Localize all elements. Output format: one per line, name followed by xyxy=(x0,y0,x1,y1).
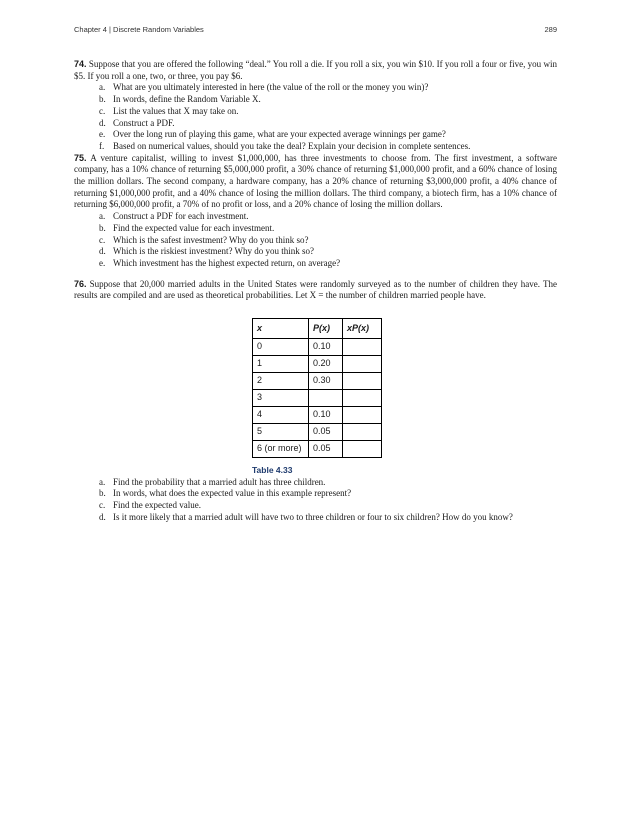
list-item: e. Over the long run of playing this game, what are your expected average winnings per game? xyxy=(99,129,446,140)
problem-76 xyxy=(74,279,557,302)
table-row xyxy=(253,356,382,373)
list-item: d. Which is the riskiest investment? Why do you think so? xyxy=(99,246,315,257)
table-cell: 0.10 xyxy=(309,407,343,424)
problem-text: A venture capitalist, willing to invest $1,000,000, has three investments to choose from. The first investment, a software company, has a 10% chance of returning $5,000,000 profit, a 30% chance of returning $1,000,000 profit, and a 60% chance of losing the million dollars. The second company, a hardware company, has a 20% chance of returning $3,000,000 profit, a 40% chance of returning $1,000,000 profit, and a 40% chance of losing the million dollars. The third company, a biotech firm, has a 10% chance of returning $6,000,000 profit, a 70% of no profit or loss, and a 20% chance of losing the million dollars. xyxy=(74,152,557,210)
list-item: f. Based on numerical values, should you take the deal? Explain your decision in complete sentences. xyxy=(99,140,471,151)
table-cell xyxy=(343,407,382,424)
table-row xyxy=(253,373,382,390)
problem-number: 76. xyxy=(74,278,87,289)
problem-text: Suppose that you are offered the following “deal.” You roll a die. If you roll a six, you win $10. If you roll a four or five, you win $5. If you roll a one, two, or three, you pay $6. xyxy=(74,59,557,81)
table-caption: Table 4.33 xyxy=(252,465,293,476)
table-row xyxy=(253,407,382,424)
table-cell xyxy=(343,424,382,441)
list-item: b. In words, define the Random Variable X. xyxy=(99,94,261,105)
problem-number: 75. xyxy=(74,152,87,163)
list-item: d. Is it more likely that a married adult will have two to three children or four to six children? How do you know? xyxy=(99,511,513,522)
table-cell: 5 xyxy=(253,424,309,441)
problem-74 xyxy=(74,59,557,82)
table-cell: 0.05 xyxy=(309,424,343,441)
table-cell: 6 (or more) xyxy=(253,441,309,458)
page-number: 289 xyxy=(544,25,557,34)
table-header-row xyxy=(253,319,382,339)
problem-75-items xyxy=(74,211,557,270)
list-item: a. Construct a PDF for each investment. xyxy=(99,211,249,222)
list-item: d. Construct a PDF. xyxy=(99,117,175,128)
problem-75 xyxy=(74,153,557,212)
table-cell: 0.30 xyxy=(309,373,343,390)
probability-table xyxy=(252,318,382,458)
table-cell: 0.10 xyxy=(309,339,343,356)
table-cell: 0.20 xyxy=(309,356,343,373)
chapter-title: Chapter 4 | Discrete Random Variables xyxy=(74,25,204,34)
problem-74-items xyxy=(74,82,557,152)
page-content xyxy=(74,59,557,524)
table-cell: 3 xyxy=(253,390,309,407)
list-item: b. Find the expected value for each investment. xyxy=(99,222,275,233)
table-cell xyxy=(309,390,343,407)
column-header: P(x) xyxy=(309,319,343,339)
table-cell: 0.05 xyxy=(309,441,343,458)
table-cell xyxy=(343,441,382,458)
list-item: c. Which is the safest investment? Why do you think so? xyxy=(99,234,309,245)
table-row xyxy=(253,339,382,356)
page-header xyxy=(74,25,557,37)
list-item: a. Find the probability that a married adult has three children. xyxy=(99,476,326,487)
problem-76-items xyxy=(74,477,557,524)
table-cell xyxy=(343,373,382,390)
table-cell xyxy=(343,390,382,407)
table-cell: 0 xyxy=(253,339,309,356)
table-cell: 4 xyxy=(253,407,309,424)
table-row xyxy=(253,424,382,441)
list-item: c. Find the expected value. xyxy=(99,500,201,511)
table-cell: 2 xyxy=(253,373,309,390)
table-row xyxy=(253,441,382,458)
list-item: e. Which investment has the highest expected return, on average? xyxy=(99,257,341,268)
table-cell xyxy=(343,339,382,356)
list-item: a. What are you ultimately interested in here (the value of the roll or the money you win)? xyxy=(99,82,429,93)
problem-number: 74. xyxy=(74,59,87,69)
table-row xyxy=(253,390,382,407)
column-header: xP(x) xyxy=(343,319,382,339)
column-header: x xyxy=(253,319,309,339)
list-item: b. In words, what does the expected value in this example represent? xyxy=(99,488,352,499)
table-cell xyxy=(343,356,382,373)
problem-text: Suppose that 20,000 married adults in the United States were randomly surveyed as to the number of children they have. The results are compiled and are used as theoretical probabilities. Let X = the number of children married people have. xyxy=(74,278,557,301)
table-cell: 1 xyxy=(253,356,309,373)
list-item: c. List the values that X may take on. xyxy=(99,105,239,116)
